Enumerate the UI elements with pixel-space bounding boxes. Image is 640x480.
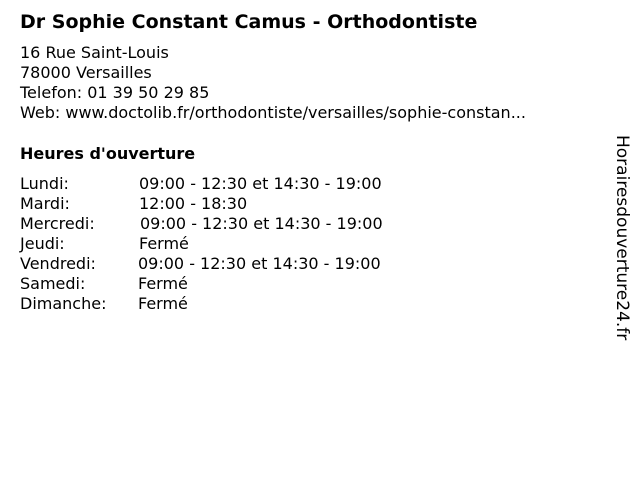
address-block xyxy=(20,43,526,123)
hours-heading: Heures d'ouverture xyxy=(20,144,196,163)
day-label: Samedi: xyxy=(20,274,86,293)
time-value: 12:00 - 18:30 xyxy=(139,194,248,213)
time-value: Fermé xyxy=(139,234,189,253)
day-label: Lundi: xyxy=(20,174,69,193)
phone-number: Telefon: 01 39 50 29 85 xyxy=(20,83,210,102)
website: Web: www.doctolib.fr/orthodontiste/versailles/sophie-constan... xyxy=(20,103,526,122)
time-value: 09:00 - 12:30 et 14:30 - 19:00 xyxy=(140,214,383,233)
city: 78000 Versailles xyxy=(20,63,152,82)
time-value: 09:00 - 12:30 et 14:30 - 19:00 xyxy=(138,254,381,273)
day-label: Jeudi: xyxy=(20,234,65,253)
day-label: Mercredi: xyxy=(20,214,95,233)
day-label: Mardi: xyxy=(20,194,70,213)
street-address: 16 Rue Saint-Louis xyxy=(20,43,169,62)
time-value: Fermé xyxy=(138,274,188,293)
day-label: Dimanche: xyxy=(20,294,107,313)
side-brand-watermark: Horairesdouverture24.fr xyxy=(612,135,632,341)
time-value: 09:00 - 12:30 et 14:30 - 19:00 xyxy=(139,174,382,193)
time-value: Fermé xyxy=(138,294,188,313)
page-title: Dr Sophie Constant Camus - Orthodontiste xyxy=(20,11,478,33)
day-label: Vendredi: xyxy=(20,254,96,273)
